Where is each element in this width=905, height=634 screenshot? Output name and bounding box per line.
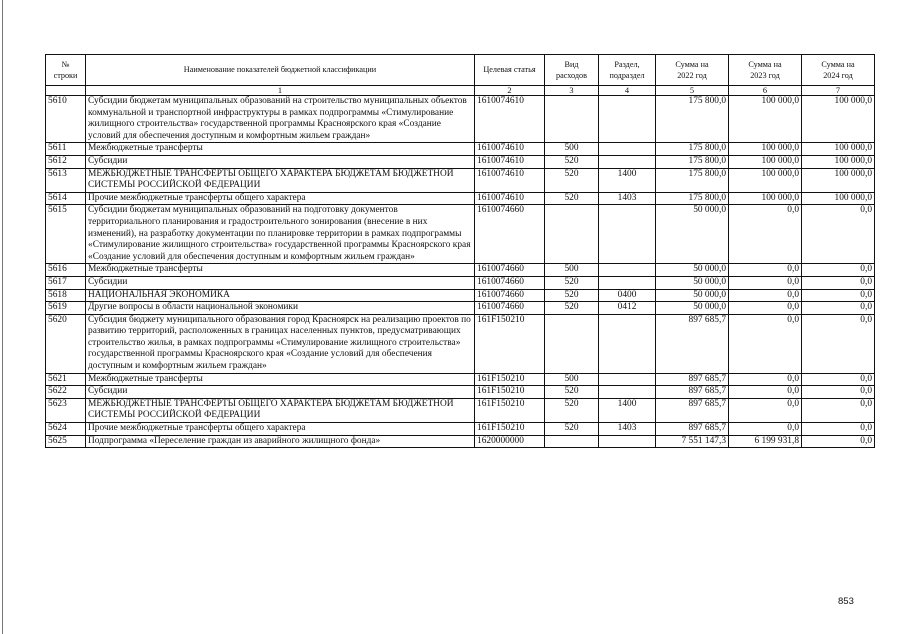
section-cell: 1400 — [599, 168, 656, 192]
column-number: 7 — [802, 86, 875, 96]
header-sum-2023: Сумма на 2023 год — [729, 55, 802, 86]
sum-2022-cell: 897 685,7 — [656, 386, 729, 399]
section-cell — [599, 143, 656, 156]
target-article-cell: 1620000000 — [475, 435, 545, 448]
sum-2023-cell: 100 000,0 — [729, 96, 802, 143]
sum-2023-cell: 0,0 — [729, 276, 802, 289]
indicator-name-cell: Межбюджетные трансферты — [86, 264, 475, 277]
sum-2023-cell: 0,0 — [729, 423, 802, 436]
sum-2023-cell: 0,0 — [729, 205, 802, 264]
target-article-cell: 1610074610 — [475, 96, 545, 143]
column-number: 4 — [599, 86, 656, 96]
section-cell — [599, 276, 656, 289]
sum-2023-cell: 100 000,0 — [729, 168, 802, 192]
sum-2024-cell: 0,0 — [802, 276, 875, 289]
sum-2024-cell: 100 000,0 — [802, 168, 875, 192]
row-number-cell: 5616 — [46, 264, 86, 277]
section-cell: 1403 — [599, 423, 656, 436]
indicator-name-cell: Субсидии — [86, 386, 475, 399]
column-number: 2 — [475, 86, 545, 96]
expense-type-cell: 520 — [545, 386, 599, 399]
sum-2023-cell: 0,0 — [729, 264, 802, 277]
sum-2023-cell: 100 000,0 — [729, 143, 802, 156]
row-number-cell: 5612 — [46, 155, 86, 168]
header-sum-2022: Сумма на 2022 год — [656, 55, 729, 86]
header-sum-2024: Сумма на 2024 год — [802, 55, 875, 86]
sum-2022-cell: 50 000,0 — [656, 289, 729, 302]
sum-2022-cell: 50 000,0 — [656, 264, 729, 277]
indicator-name-cell: Прочие межбюджетные трансферты общего характера — [86, 192, 475, 205]
target-article-cell: 1610074610 — [475, 155, 545, 168]
sum-2024-cell: 100 000,0 — [802, 155, 875, 168]
sum-2024-cell: 0,0 — [802, 386, 875, 399]
table-row — [46, 264, 875, 277]
expense-type-cell: 520 — [545, 155, 599, 168]
header-target-article: Целевая статья — [475, 55, 545, 86]
indicator-name-cell: Подпрограмма «Переселение граждан из аварийного жилищного фонда» — [86, 435, 475, 448]
expense-type-cell: 500 — [545, 143, 599, 156]
expense-type-cell — [545, 314, 599, 373]
expense-type-cell — [545, 96, 599, 143]
section-cell — [599, 386, 656, 399]
sum-2024-cell: 0,0 — [802, 289, 875, 302]
column-number: 5 — [656, 86, 729, 96]
table-row — [46, 386, 875, 399]
table-row — [46, 398, 875, 422]
sum-2022-cell: 175 800,0 — [656, 155, 729, 168]
sum-2022-cell: 897 685,7 — [656, 423, 729, 436]
expense-type-cell: 520 — [545, 289, 599, 302]
indicator-name-cell: Межбюджетные трансферты — [86, 143, 475, 156]
target-article-cell: 161F150210 — [475, 386, 545, 399]
header-expense-type: Вид расходов — [545, 55, 599, 86]
indicator-name-cell: Субсидия бюджету муниципального образования город Красноярск на реализацию проектов по развитию территорий, расположенных в границах населенных пунктов, предусматривающих строительство жилья, в рамках подпрограммы «Стимулирование жилищного строительства» государственной программы Красноярского края «Создание условий для обеспечения доступным и комфортным жильем граждан» — [86, 314, 475, 373]
header-indicator-name: Наименование показателей бюджетной классификации — [86, 55, 475, 86]
budget-table-container — [45, 54, 874, 448]
section-cell: 1403 — [599, 192, 656, 205]
sum-2024-cell: 100 000,0 — [802, 96, 875, 143]
sum-2023-cell: 0,0 — [729, 386, 802, 399]
table-row — [46, 143, 875, 156]
sum-2022-cell: 50 000,0 — [656, 205, 729, 264]
sum-2022-cell: 175 800,0 — [656, 168, 729, 192]
table-row — [46, 314, 875, 373]
indicator-name-cell: НАЦИОНАЛЬНАЯ ЭКОНОМИКА — [86, 289, 475, 302]
row-number-cell: 5611 — [46, 143, 86, 156]
column-number: 1 — [86, 86, 475, 96]
section-cell — [599, 96, 656, 143]
section-cell: 1400 — [599, 398, 656, 422]
indicator-name-cell: Субсидии бюджетам муниципальных образований на строительство муниципальных объектов коммунальной и транспортной инфраструктуры в рамках подпрограммы «Стимулирование жилищного строительства» государственной программы Красноярского края «Создание условий для обеспечения доступным и комфортным жильем граждан» — [86, 96, 475, 143]
expense-type-cell: 520 — [545, 168, 599, 192]
table-row — [46, 373, 875, 386]
indicator-name-cell: Субсидии — [86, 276, 475, 289]
row-number-cell: 5623 — [46, 398, 86, 422]
indicator-name-cell: Другие вопросы в области национальной экономики — [86, 302, 475, 315]
row-number-cell: 5622 — [46, 386, 86, 399]
sum-2024-cell: 0,0 — [802, 314, 875, 373]
sum-2024-cell: 0,0 — [802, 435, 875, 448]
target-article-cell: 161F150210 — [475, 398, 545, 422]
table-row — [46, 96, 875, 143]
row-number-cell: 5625 — [46, 435, 86, 448]
indicator-name-cell: МЕЖБЮДЖЕТНЫЕ ТРАНСФЕРТЫ ОБЩЕГО ХАРАКТЕРА БЮДЖЕТАМ БЮДЖЕТНОЙ СИСТЕМЫ РОССИЙСКОЙ ФЕДЕРАЦИИ — [86, 398, 475, 422]
sum-2024-cell: 0,0 — [802, 264, 875, 277]
row-number-cell: 5610 — [46, 96, 86, 143]
row-number-cell: 5617 — [46, 276, 86, 289]
section-cell — [599, 373, 656, 386]
column-number: 6 — [729, 86, 802, 96]
table-row — [46, 155, 875, 168]
sum-2023-cell: 0,0 — [729, 314, 802, 373]
sum-2023-cell: 0,0 — [729, 373, 802, 386]
sum-2023-cell: 100 000,0 — [729, 155, 802, 168]
sum-2022-cell: 50 000,0 — [656, 276, 729, 289]
sum-2024-cell: 100 000,0 — [802, 192, 875, 205]
row-number-cell: 5621 — [46, 373, 86, 386]
sum-2024-cell: 100 000,0 — [802, 143, 875, 156]
expense-type-cell: 520 — [545, 423, 599, 436]
table-row — [46, 302, 875, 315]
row-number-cell: 5624 — [46, 423, 86, 436]
sum-2024-cell: 0,0 — [802, 205, 875, 264]
column-number-row — [46, 86, 875, 96]
target-article-cell: 1610074660 — [475, 289, 545, 302]
row-number-cell: 5620 — [46, 314, 86, 373]
section-cell — [599, 314, 656, 373]
expense-type-cell: 520 — [545, 192, 599, 205]
table-row — [46, 423, 875, 436]
expense-type-cell: 500 — [545, 264, 599, 277]
table-row — [46, 168, 875, 192]
indicator-name-cell: Прочие межбюджетные трансферты общего характера — [86, 423, 475, 436]
expense-type-cell: 520 — [545, 302, 599, 315]
table-row — [46, 276, 875, 289]
sum-2022-cell: 897 685,7 — [656, 373, 729, 386]
sum-2024-cell: 0,0 — [802, 398, 875, 422]
target-article-cell: 161F150210 — [475, 373, 545, 386]
table-row — [46, 192, 875, 205]
expense-type-cell — [545, 435, 599, 448]
sum-2024-cell: 0,0 — [802, 423, 875, 436]
sum-2023-cell: 100 000,0 — [729, 192, 802, 205]
header-section: Раздел, подраздел — [599, 55, 656, 86]
expense-type-cell: 520 — [545, 276, 599, 289]
row-number-cell: 5614 — [46, 192, 86, 205]
sum-2024-cell: 0,0 — [802, 302, 875, 315]
target-article-cell: 1610074610 — [475, 168, 545, 192]
row-number-cell: 5613 — [46, 168, 86, 192]
sum-2022-cell: 50 000,0 — [656, 302, 729, 315]
page-left-edge — [2, 0, 3, 634]
sum-2023-cell: 6 199 931,8 — [729, 435, 802, 448]
expense-type-cell: 500 — [545, 373, 599, 386]
table-body — [46, 96, 875, 448]
sum-2022-cell: 175 800,0 — [656, 192, 729, 205]
expense-type-cell: 520 — [545, 398, 599, 422]
section-cell — [599, 435, 656, 448]
row-number-cell: 5618 — [46, 289, 86, 302]
section-cell — [599, 155, 656, 168]
expense-type-cell — [545, 205, 599, 264]
table-row — [46, 205, 875, 264]
table-row — [46, 435, 875, 448]
target-article-cell: 1610074660 — [475, 302, 545, 315]
row-number-cell: 5619 — [46, 302, 86, 315]
sum-2023-cell: 0,0 — [729, 398, 802, 422]
header-row — [46, 55, 875, 86]
budget-classification-table — [45, 54, 875, 448]
sum-2022-cell: 175 800,0 — [656, 96, 729, 143]
target-article-cell: 1610074660 — [475, 205, 545, 264]
target-article-cell: 1610074610 — [475, 192, 545, 205]
target-article-cell: 1610074660 — [475, 276, 545, 289]
sum-2022-cell: 897 685,7 — [656, 398, 729, 422]
indicator-name-cell: Субсидии — [86, 155, 475, 168]
sum-2023-cell: 0,0 — [729, 302, 802, 315]
header-row-number: № строки — [46, 55, 86, 86]
sum-2023-cell: 0,0 — [729, 289, 802, 302]
indicator-name-cell: Межбюджетные трансферты — [86, 373, 475, 386]
indicator-name-cell: МЕЖБЮДЖЕТНЫЕ ТРАНСФЕРТЫ ОБЩЕГО ХАРАКТЕРА БЮДЖЕТАМ БЮДЖЕТНОЙ СИСТЕМЫ РОССИЙСКОЙ ФЕДЕРАЦИИ — [86, 168, 475, 192]
sum-2022-cell: 175 800,0 — [656, 143, 729, 156]
target-article-cell: 161F150210 — [475, 314, 545, 373]
row-number-cell: 5615 — [46, 205, 86, 264]
sum-2024-cell: 0,0 — [802, 373, 875, 386]
section-cell — [599, 205, 656, 264]
target-article-cell: 161F150210 — [475, 423, 545, 436]
page-number: 853 — [838, 596, 854, 607]
indicator-name-cell: Субсидии бюджетам муниципальных образований на подготовку документов территориального планирования и градостроительного зонирования (внесение в них изменений), на разработку документации по планировке территории в рамках подпрограммы «Стимулирование жилищного строительства» государственной программы Красноярского края «Создание условий для обеспечения доступным и комфортным жильем граждан» — [86, 205, 475, 264]
target-article-cell: 1610074660 — [475, 264, 545, 277]
table-row — [46, 289, 875, 302]
sum-2022-cell: 897 685,7 — [656, 314, 729, 373]
column-number — [46, 86, 86, 96]
column-number: 3 — [545, 86, 599, 96]
section-cell: 0412 — [599, 302, 656, 315]
target-article-cell: 1610074610 — [475, 143, 545, 156]
sum-2022-cell: 7 551 147,3 — [656, 435, 729, 448]
section-cell: 0400 — [599, 289, 656, 302]
section-cell — [599, 264, 656, 277]
